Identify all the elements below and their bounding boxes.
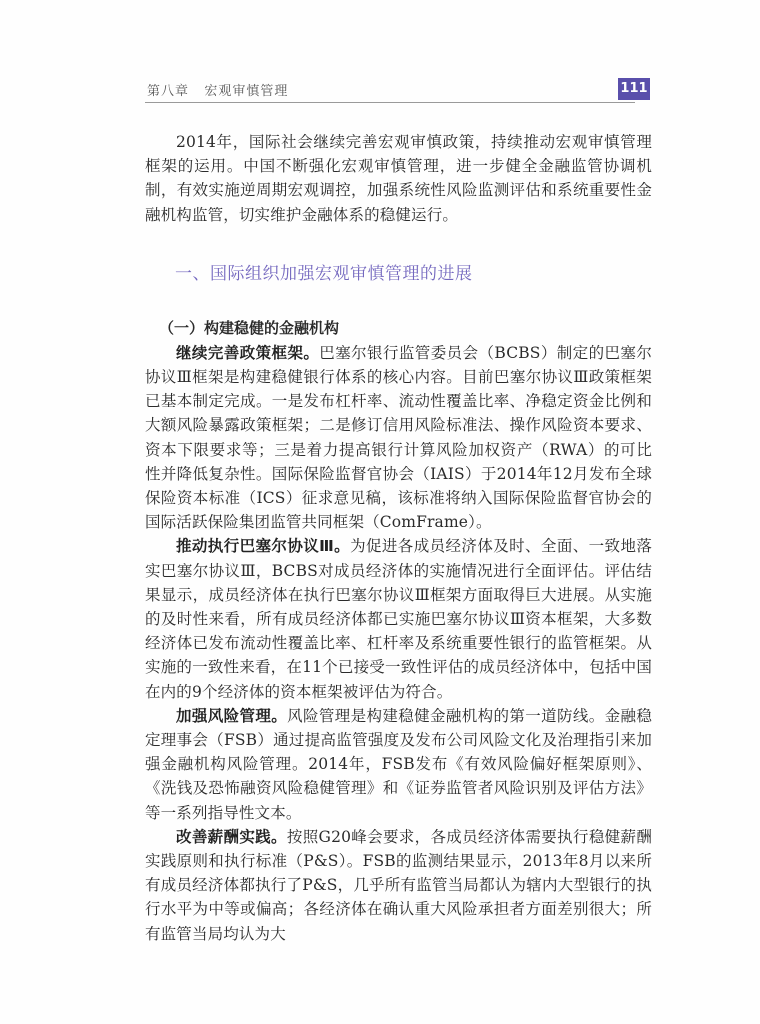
running-header [145,78,650,102]
header-rule [145,102,635,103]
paragraph-body: 为促进各成员经济体及时、全面、一致地落实巴塞尔协议Ⅲ，BCBS对成员经济体的实施情况进行全面评估。评估结果显示，成员经济体在执行巴塞尔协议Ⅲ框架方面取得巨大进展。从实施的及时性来看，所有成员经济体都已实施巴塞尔协议Ⅲ资本框架，大多数经济体已发布流动性覆盖比率、杠杆率及系统重要性银行的监管框架。从实施的一致性来看，在11个已接受一致性评估的成员经济体中，包括中国在内的9个经济体的资本框架被评估为符合。 [145,537,652,701]
paragraph-lead: 加强风险管理。 [176,706,288,725]
paragraph-body: 按照G20峰会要求，各成员经济体需要执行稳健薪酬实践原则和执行标准（P&S）。FSB的监测结果显示，2013年8月以来所有成员经济体都执行了P&S，几乎所有监管当局都认为辖内大型银行的执行水平为中等或偏高；各经济体在确认重大风险承担者方面差别很大；所有监管当局均认为大 [145,827,652,943]
paragraph-body: 风险管理是构建稳健金融机构的第一道防线。金融稳定理事会（FSB）通过提高监管强度及发布公司风险文化及治理指引来加强金融机构风险管理。2014年，FSB发布《有效风险偏好框架原则》、《洗钱及恐怖融资风险稳健管理》和《证券监管者风险识别及评估方法》等一系列指导性文本。 [145,706,652,822]
paragraph-policy-framework [145,341,652,535]
paragraph-compensation [145,825,652,946]
paragraph-risk-management [145,704,652,825]
subsection-heading: （一）构建稳健的金融机构 [159,318,340,337]
page-body [145,130,652,946]
chapter-title: 第八章 宏观审慎管理 [147,84,289,99]
intro-paragraph: 2014年，国际社会继续完善宏观审慎政策，持续推动宏观审慎管理框架的运用。中国不断强化宏观审慎管理，进一步健全金融监管协调机制，有效实施逆周期宏观调控，加强系统性风险监测评估和系统重要性金融机构监管，切实维护金融体系的稳健运行。 [145,133,652,224]
paragraph-lead: 继续完善政策框架。 [176,343,320,362]
paragraph-body: 巴塞尔银行监管委员会（BCBS）制定的巴塞尔协议Ⅲ框架是构建稳健银行体系的核心内容。目前巴塞尔协议Ⅲ政策框架已基本制定完成。一是发布杠杆率、流动性覆盖比率、净稳定资金比例和大额风险暴露政策框架；二是修订信用风险标准法、操作风险资本要求、资本下限要求等；三是着力提高银行计算风险加权资产（RWA）的可比性并降低复杂性。国际保险监督官协会（IAIS）于2014年12月发布全球保险资本标准（ICS）征求意见稿，该标准将纳入国际保险监督官协会的国际活跃保险集团监管共同框架（ComFrame）。 [145,343,652,532]
paragraph-lead: 改善薪酬实践。 [176,827,287,846]
section-heading: 一、国际组织加强宏观审慎管理的进展 [175,263,473,284]
paragraph-lead: 推动执行巴塞尔协议Ⅲ。 [176,537,351,556]
page-number-badge: 111 [618,78,650,100]
paragraph-basel-iii [145,534,652,703]
